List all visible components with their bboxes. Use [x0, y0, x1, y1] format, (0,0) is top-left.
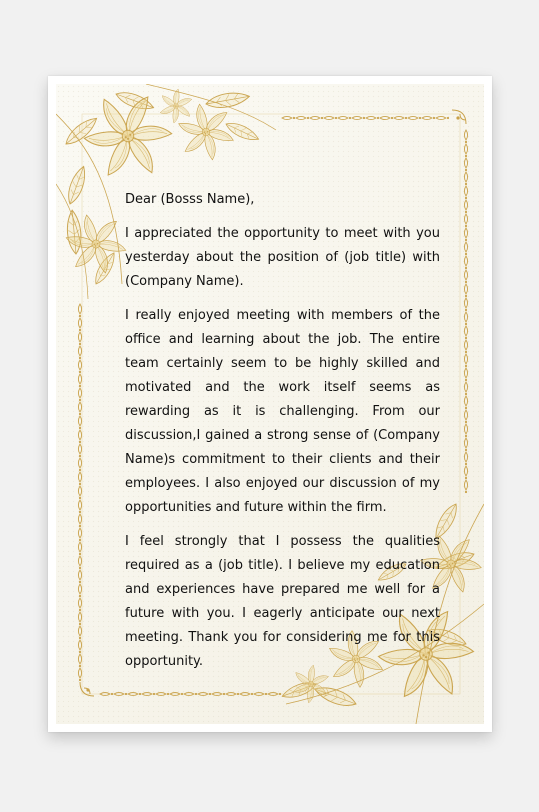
salutation-text: Dear (Bosss Name), — [125, 192, 255, 207]
letter-salutation — [125, 188, 440, 212]
border-chain-top — [282, 116, 449, 119]
letter-paper — [56, 84, 484, 724]
letter-body — [125, 188, 440, 684]
border-chain-right — [464, 130, 467, 493]
letter-sheet — [48, 76, 492, 732]
paragraph-text: I appreciated the opportunity to meet with you yesterday about the position of (job title) with (Company Name). — [125, 226, 440, 289]
paragraph-text: I really enjoyed meeting with members of the office and learning about the job. The entire team certainly seem to be highly skilled and motivated and the work itself seems as rewarding as it is challenging. From our discussion,I gained a strong sense of (Company Name)s commitment to their clients and their employees. I also enjoyed our discussion of my opportunities and future within the firm. — [125, 308, 440, 515]
letter-paragraph-2 — [125, 304, 440, 520]
letter-paragraph-1 — [125, 222, 440, 294]
letter-paragraph-3 — [125, 530, 440, 674]
border-chain-left — [78, 304, 81, 681]
paragraph-text: I feel strongly that I possess the qualities required as a (job title). I believe my education and experiences have prepared me well for a future with you. I eagerly anticipate our next meeting. Thank you for considering me for this opportunity. — [125, 534, 440, 669]
